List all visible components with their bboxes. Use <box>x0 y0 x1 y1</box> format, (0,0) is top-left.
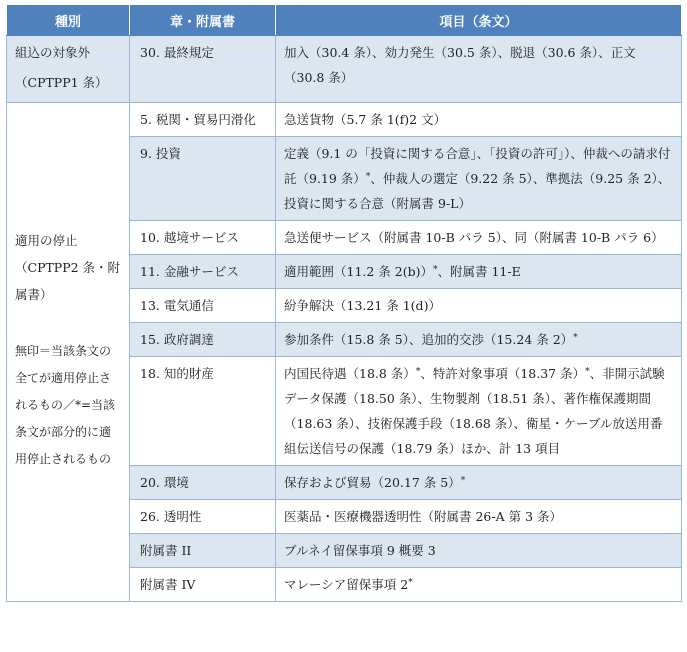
partial-marker: * <box>585 367 590 377</box>
partial-marker: * <box>460 476 466 486</box>
chapter-cell: 26. 透明性 <box>130 500 276 534</box>
chapter-cell: 附属書 II <box>130 534 276 568</box>
chapter-cell: 9. 投資 <box>130 137 276 221</box>
partial-marker: * <box>573 333 578 343</box>
partial-marker: * <box>433 265 438 275</box>
header-category: 種別 <box>7 5 130 36</box>
header-row <box>7 5 682 36</box>
category-note: 無印＝当該条文の全てが適用停止されるもの／*=当該条文が部分的に適用停止されるもの <box>15 344 116 466</box>
chapter-cell: 18. 知的財産 <box>130 357 276 466</box>
items-cell: 加入（30.4 条）、効力発生（30.5 条）、脱退（30.6 条）、正文（30.8 条） <box>276 36 682 103</box>
items-cell: 紛争解決（13.21 条 1(d)） <box>276 289 682 323</box>
chapter-cell: 15. 政府調達 <box>130 323 276 357</box>
chapter-cell: 30. 最終規定 <box>130 36 276 103</box>
items-cell: 内国民待遇（18.8 条）*、特許対象事項（18.37 条）*、非開示試験データ保護（18.50 条）、生物製剤（18.51 条）、著作権保護期間（18.63 条）、技術保護手段（18.68 条）、衛星・ケーブル放送用番組伝送信号の保護（18.79 条）ほか、計 13 項目 <box>276 357 682 466</box>
items-cell: 医薬品・医療機器透明性（附属書 26-A 第 3 条） <box>276 500 682 534</box>
items-cell: 参加条件（15.8 条 5）、追加的交渉（15.24 条 2）* <box>276 323 682 357</box>
items-cell: ブルネイ留保事項 9 概要 3 <box>276 534 682 568</box>
table-row <box>7 103 682 137</box>
items-cell: 保存および貿易（20.17 条 5）* <box>276 466 682 500</box>
provisions-table <box>6 4 682 602</box>
category-suspended: 適用の停止（CPTPP2 条・附属書） <box>15 233 121 302</box>
chapter-cell: 附属書 IV <box>130 568 276 602</box>
chapter-cell: 20. 環境 <box>130 466 276 500</box>
items-cell: マレーシア留保事項 2* <box>276 568 682 602</box>
items-cell: 急送貨物（5.7 条 1(f)2 文） <box>276 103 682 137</box>
header-chapter: 章・附属書 <box>130 5 276 36</box>
header-items: 項目（条文） <box>276 5 682 36</box>
category-excluded: 組込の対象外（CPTPP1 条） <box>7 36 130 103</box>
partial-marker: * <box>408 578 413 588</box>
items-cell: 定義（9.1 の「投資に関する合意」、「投資の許可」）、仲裁への請求付託（9.19 条）*、仲裁人の選定（9.22 条 5）、準拠法（9.25 条 2）、投資に関する合意（附属書 9-L） <box>276 137 682 221</box>
partial-marker: * <box>415 367 421 377</box>
items-cell: 急送便サービス（附属書 10-B パラ 5）、同（附属書 10-B パラ 6） <box>276 221 682 255</box>
chapter-cell: 13. 電気通信 <box>130 289 276 323</box>
category-suspended-cell <box>7 103 130 602</box>
partial-marker: * <box>365 172 371 182</box>
chapter-cell: 10. 越境サービス <box>130 221 276 255</box>
table-row <box>7 36 682 103</box>
chapter-cell: 11. 金融サービス <box>130 255 276 289</box>
items-cell: 適用範囲（11.2 条 2(b)）*、附属書 11-E <box>276 255 682 289</box>
chapter-cell: 5. 税関・貿易円滑化 <box>130 103 276 137</box>
